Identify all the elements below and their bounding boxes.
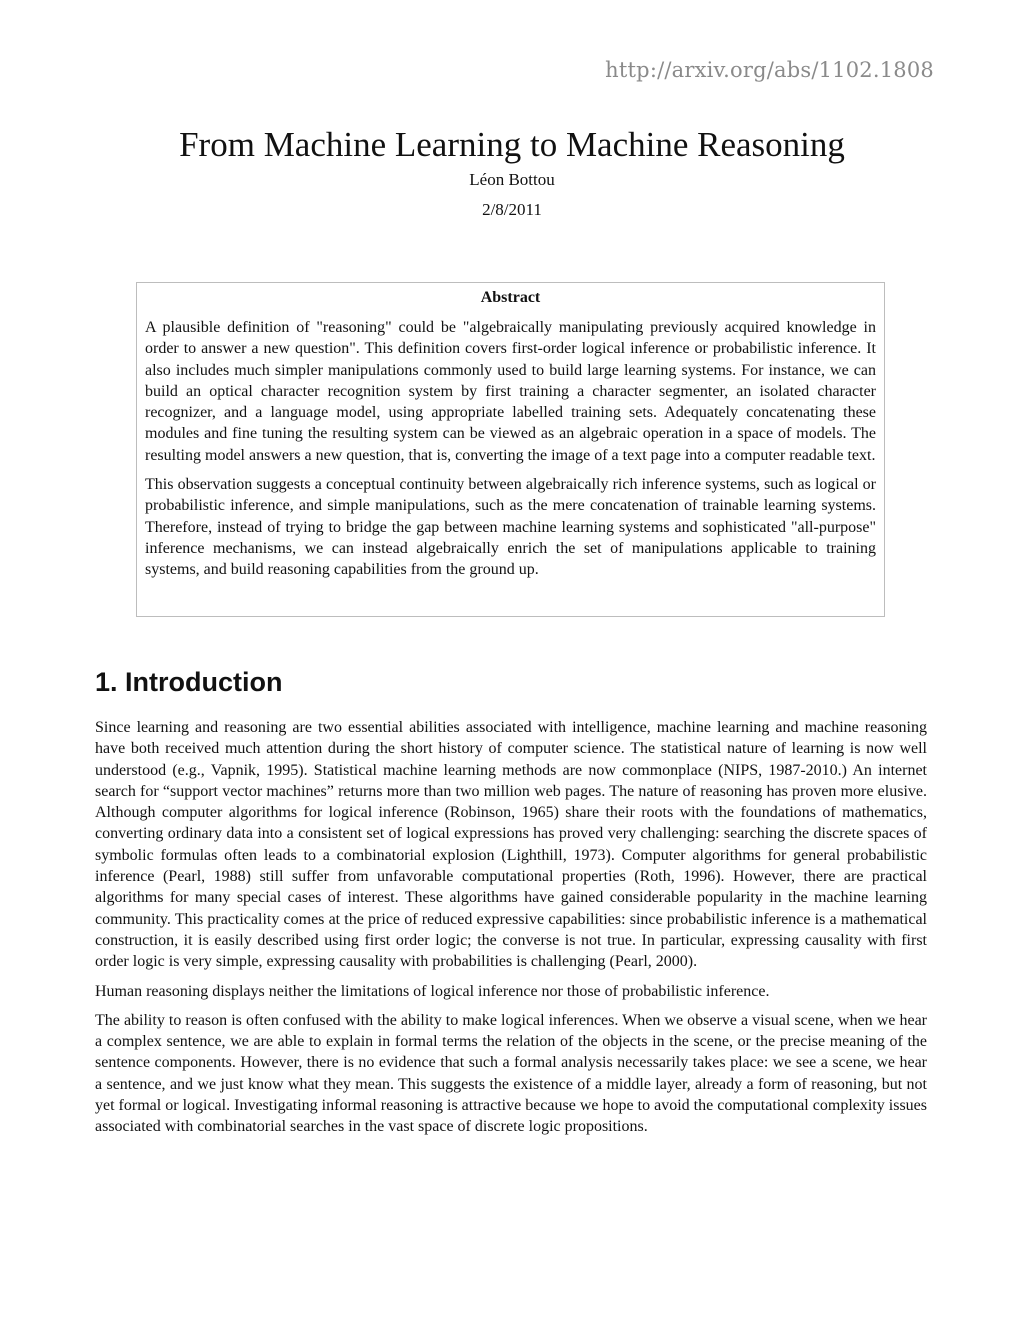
abstract-heading: Abstract — [480, 289, 541, 306]
abstract-paragraph: This observation suggests a conceptual continuity between algebraically rich inference systems, such as logical or probabilistic inference, and simple manipulations, such as the mere concatenation of trainable learning systems. Therefore, instead of trying to bridge the gap between machine learning systems and sophisticated "all-purpose" inference mechanisms, we can instead algebraically enrich the set of manipulations applicable to training systems, and build reasoning capabilities from the ground up. — [145, 476, 876, 579]
paper-title: From Machine Learning to Machine Reasoning — [179, 125, 845, 164]
introduction-paragraph: Since learning and reasoning are two essential abilities associated with intelligence, machine learning and machine reasoning have both received much attention during the short history of computer science. The statistical nature of learning is now well understood (e.g., Vapnik, 1995). Statistical machine learning methods are now commonplace (NIPS, 1987-2010.) An internet search for “support vector machines” returns more than two million web pages. The nature of reasoning has proven more elusive. Although computer algorithms for logical inference (Robinson, 1965) share their roots with the foundations of mathematics, converting ordinary data into a consistent set of logical expressions has proved very challenging: searching the discrete spaces of symbolic formulas often leads to a combinatorial explosion (Lighthill, 1973). Computer algorithms for general probabilistic inference (Pearl, 1988) still suffer from unfavorable computational properties (Roth, 1996). However, there are practical algorithms for many special cases of interest. These algorithms have gained considerable popularity in the machine learning community. This practicality comes at the price of reduced expressive capabilities: since probabilistic inference is a mathematical construction, it is easily described using first order logic; the converse is not true. In particular, expressing causality with first order logic is very simple, expressing causality with probabilities is challenging (Pearl, 2000). — [95, 719, 927, 971]
arxiv-url-link[interactable]: http://arxiv.org/abs/1102.1808 — [605, 58, 934, 82]
introduction-body — [95, 717, 927, 1146]
title-block — [0, 124, 1024, 221]
paper-author: Léon Bottou — [469, 170, 555, 189]
section-heading-introduction: 1. Introduction — [95, 667, 283, 697]
paper-date: 2/8/2011 — [482, 200, 542, 219]
introduction-paragraph: Human reasoning displays neither the limitations of logical inference nor those of probabilistic inference. — [95, 982, 770, 1000]
abstract-paragraph: A plausible definition of "reasoning" could be "algebraically manipulating previously acquired knowledge in order to answer a new question". This definition covers first-order logical inference or probabilistic inference. It also includes much simpler manipulations commonly used to build large learning systems. For instance, we can build an optical character recognition system by first training a character segmenter, an isolated character recognizer, and a language model, using appropriate labelled training sets. Adequately concatenating these modules and fine tuning the resulting system can be viewed as an algebraic operation in a space of models. The resulting model answers a new question, that is, converting the image of a text page into a computer readable text. — [145, 319, 876, 464]
abstract-box — [136, 282, 885, 617]
introduction-paragraph: The ability to reason is often confused with the ability to make logical inferences. When we observe a visual scene, when we hear a complex sentence, we are able to explain in formal terms the relation of the objects in the scene, or the precise meaning of the sentence components. However, there is no evidence that such a formal analysis necessarily takes place: we see a scene, we hear a sentence, and we just know what they mean. This suggests the existence of a middle layer, already a form of reasoning, but not yet formal or logical. Investigating informal reasoning is attractive because we hope to avoid the computational complexity issues associated with combinatorial searches in the vast space of discrete logic propositions. — [95, 1011, 927, 1136]
